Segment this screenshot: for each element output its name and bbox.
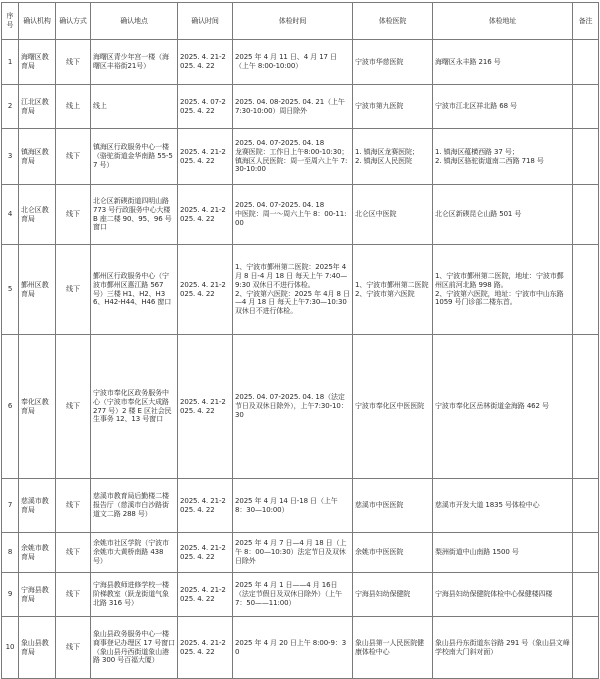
cell-org: 奉化区教育局: [19, 335, 56, 479]
cell-method: 线下: [56, 129, 91, 185]
cell-seq: 5: [2, 245, 19, 335]
cell-exam-time: 2025. 04. 07-2025. 04. 18 龙赛医院：工作日上午8:00-10:30； 镇海区人民医院：周一至周六上午 7:30-10:00: [233, 129, 353, 185]
cell-org: 鄞州区教育局: [19, 245, 56, 335]
cell-remark: [573, 185, 599, 245]
cell-method: 线下: [56, 479, 91, 533]
document-page: [1, 2, 598, 679]
cell-hospital: 余姚市中医医院: [353, 533, 433, 573]
cell-remark: [573, 85, 599, 129]
cell-address: 北仑区新碶昆仑山路 501 号: [433, 185, 573, 245]
cell-seq: 1: [2, 40, 19, 85]
table-header-row: [2, 3, 599, 40]
cell-org: 江北区教育局: [19, 85, 56, 129]
cell-method: 线下: [56, 573, 91, 617]
header-remark: 备注: [573, 3, 599, 40]
cell-remark: [573, 479, 599, 533]
table-row: [2, 335, 599, 479]
cell-seq: 3: [2, 129, 19, 185]
cell-hospital: 象山县第一人民医院健康体检中心: [353, 617, 433, 679]
cell-org: 海曙区教育局: [19, 40, 56, 85]
header-seq: 序号: [2, 3, 19, 40]
cell-seq: 8: [2, 533, 19, 573]
cell-exam-time: 2025 年 4 月 7 日—4 月 18 日（上午 8：00—10:30）法定节日及双休日除外: [233, 533, 353, 573]
cell-method: 线下: [56, 617, 91, 679]
header-org: 确认机构: [19, 3, 56, 40]
header-address: 体检地址: [433, 3, 573, 40]
cell-remark: [573, 617, 599, 679]
cell-hospital: 1、宁波市鄞州第二医院 2、宁波市第六医院: [353, 245, 433, 335]
cell-confirm-time: 2025. 4. 21-2025. 4. 22: [178, 335, 233, 479]
cell-hospital: 1. 镇海区龙赛医院； 2. 镇海区人民医院: [353, 129, 433, 185]
table-row: [2, 533, 599, 573]
cell-remark: [573, 335, 599, 479]
cell-confirm-time: 2025. 4. 21-2025. 4. 22: [178, 533, 233, 573]
cell-method: 线下: [56, 40, 91, 85]
physical-exam-schedule-table: [1, 2, 599, 679]
table-row: [2, 129, 599, 185]
cell-hospital: 宁海县妇幼保健院: [353, 573, 433, 617]
cell-org: 宁海县教育局: [19, 573, 56, 617]
header-hospital: 体检医院: [353, 3, 433, 40]
cell-confirm-time: 2025. 4. 21-2025. 4. 22: [178, 185, 233, 245]
cell-confirm-time: 2025. 4. 21-2025. 4. 22: [178, 617, 233, 679]
cell-confirm-time: 2025. 4. 21-2025. 4. 22: [178, 245, 233, 335]
cell-hospital: 宁波市第九医院: [353, 85, 433, 129]
cell-place: 余姚市社区学院（宁波市余姚市大黄桥南路 438 号）: [91, 533, 178, 573]
cell-org: 余姚市教育局: [19, 533, 56, 573]
cell-remark: [573, 40, 599, 85]
cell-seq: 7: [2, 479, 19, 533]
cell-exam-time: 2025. 04. 08-2025. 04. 21（上午 7:30-10:00）周日除外: [233, 85, 353, 129]
cell-hospital: 北仑区中医院: [353, 185, 433, 245]
cell-seq: 4: [2, 185, 19, 245]
cell-address: 梨洲街道中山南路 1500 号: [433, 533, 573, 573]
cell-org: 象山县教育局: [19, 617, 56, 679]
table-row: [2, 245, 599, 335]
cell-seq: 2: [2, 85, 19, 129]
cell-confirm-time: 2025. 4. 21-2025. 4. 22: [178, 40, 233, 85]
cell-address: 象山县丹东街道东谷路 291 号（象山县文峰学校南大门斜对面）: [433, 617, 573, 679]
cell-place: 慈溪市教育局后勤楼二楼报告厅（慈溪市白沙路街道文二路 288 号）: [91, 479, 178, 533]
cell-confirm-time: 2025. 4. 21-2025. 4. 22: [178, 479, 233, 533]
cell-exam-time: 2025. 04. 07-2025. 04. 18 中医院：周一～周六上午 8：00-11:00: [233, 185, 353, 245]
cell-seq: 6: [2, 335, 19, 479]
cell-exam-time: 1、宁波市鄞州第二医院：2025年 4 月 8 日-4 月 18 日 每天上午 7:40—9:30 双休日不进行体检。 2、宁波第六医院：2025 年 4月 8 日—4 月 18 日 每天上午7:30—10:30 双休日不进行体检。: [233, 245, 353, 335]
cell-address: 1、宁波市鄞州第二医院，地址：宁波市鄞州区前河北路 998 路。 2、宁波第六医院，地址：宁波市中山东路 1059 号门诊部二楼东首。: [433, 245, 573, 335]
cell-place: 象山县政务服务中心一楼商事登记办理区 17 号窗口（象山县丹西街道象山港路 300 号百福大厦）: [91, 617, 178, 679]
cell-address: 1. 镇海区蕴横西路 37 号； 2. 镇海区骆驼街道南二西路 718 号: [433, 129, 573, 185]
cell-remark: [573, 533, 599, 573]
cell-seq: 9: [2, 573, 19, 617]
cell-place: 宁海县教师进修学校一楼阶梯教室（跃龙街道气象北路 316 号）: [91, 573, 178, 617]
header-method: 确认方式: [56, 3, 91, 40]
cell-method: 线上: [56, 85, 91, 129]
cell-confirm-time: 2025. 4. 21-2025. 4. 22: [178, 573, 233, 617]
table-row: [2, 185, 599, 245]
table-row: [2, 40, 599, 85]
cell-address: 慈溪市开发大道 1835 号体检中心: [433, 479, 573, 533]
cell-place: 线上: [91, 85, 178, 129]
table-row: [2, 573, 599, 617]
cell-hospital: 宁波市华慈医院: [353, 40, 433, 85]
cell-address: 宁波市江北区祥北路 68 号: [433, 85, 573, 129]
cell-exam-time: 2025 年 4 月 14 日-18 日（上午 8：30—10:00）: [233, 479, 353, 533]
cell-org: 镇海区教育局: [19, 129, 56, 185]
cell-exam-time: 2025 年 4 月 11 日、4 月 17 日（上午 8:00-10:00）: [233, 40, 353, 85]
cell-place: 镇海区行政服务中心一楼（骆驼街道金华南路 55-57 号）: [91, 129, 178, 185]
cell-confirm-time: 2025. 4. 21-2025. 4. 22: [178, 129, 233, 185]
cell-address: 宁海县妇幼保健院体检中心保健楼四楼: [433, 573, 573, 617]
cell-method: 线下: [56, 185, 91, 245]
cell-exam-time: 2025 年 4 月 1 日——4 月 16日（法定节假日及双休日除外）（上午 7：50——11:00）: [233, 573, 353, 617]
cell-remark: [573, 573, 599, 617]
cell-place: 宁波市奉化区政务服务中心（宁波市奉化区大成路 277 号）2 楼 E 区社会民生事务 12、13 号窗口: [91, 335, 178, 479]
cell-method: 线下: [56, 533, 91, 573]
cell-remark: [573, 245, 599, 335]
cell-method: 线下: [56, 245, 91, 335]
cell-method: 线下: [56, 335, 91, 479]
header-exam-time: 体检时间: [233, 3, 353, 40]
cell-address: 海曙区永丰路 216 号: [433, 40, 573, 85]
cell-confirm-time: 2025. 4. 07-2025. 4. 22: [178, 85, 233, 129]
cell-remark: [573, 129, 599, 185]
header-place: 确认地点: [91, 3, 178, 40]
cell-org: 慈溪市教育局: [19, 479, 56, 533]
cell-seq: 10: [2, 617, 19, 679]
cell-hospital: 慈溪市中医医院: [353, 479, 433, 533]
table-row: [2, 85, 599, 129]
cell-exam-time: 2025. 04. 07-2025. 04. 18（法定节日及双休日除外），上午7:30-10：30: [233, 335, 353, 479]
cell-place: 海曙区青少年宫一楼（海曙区丰裕街21号）: [91, 40, 178, 85]
header-confirm-time: 确认时间: [178, 3, 233, 40]
cell-place: 北仑区新碶街道四明山路 773 号行政服务中心大楼 B 座二楼 90、95、96 号窗口: [91, 185, 178, 245]
table-row: [2, 617, 599, 679]
cell-org: 北仑区教育局: [19, 185, 56, 245]
cell-address: 宁波市奉化区岳林街道金海路 462 号: [433, 335, 573, 479]
cell-place: 鄞州区行政服务中心（宁波市鄞州区惠江路 567 号）三楼 H1、H2、H36、H42-H44、H46 窗口: [91, 245, 178, 335]
cell-hospital: 宁波市奉化区中医医院: [353, 335, 433, 479]
cell-exam-time: 2025 年 4 月 20 日上午 8:00-9：30: [233, 617, 353, 679]
table-row: [2, 479, 599, 533]
